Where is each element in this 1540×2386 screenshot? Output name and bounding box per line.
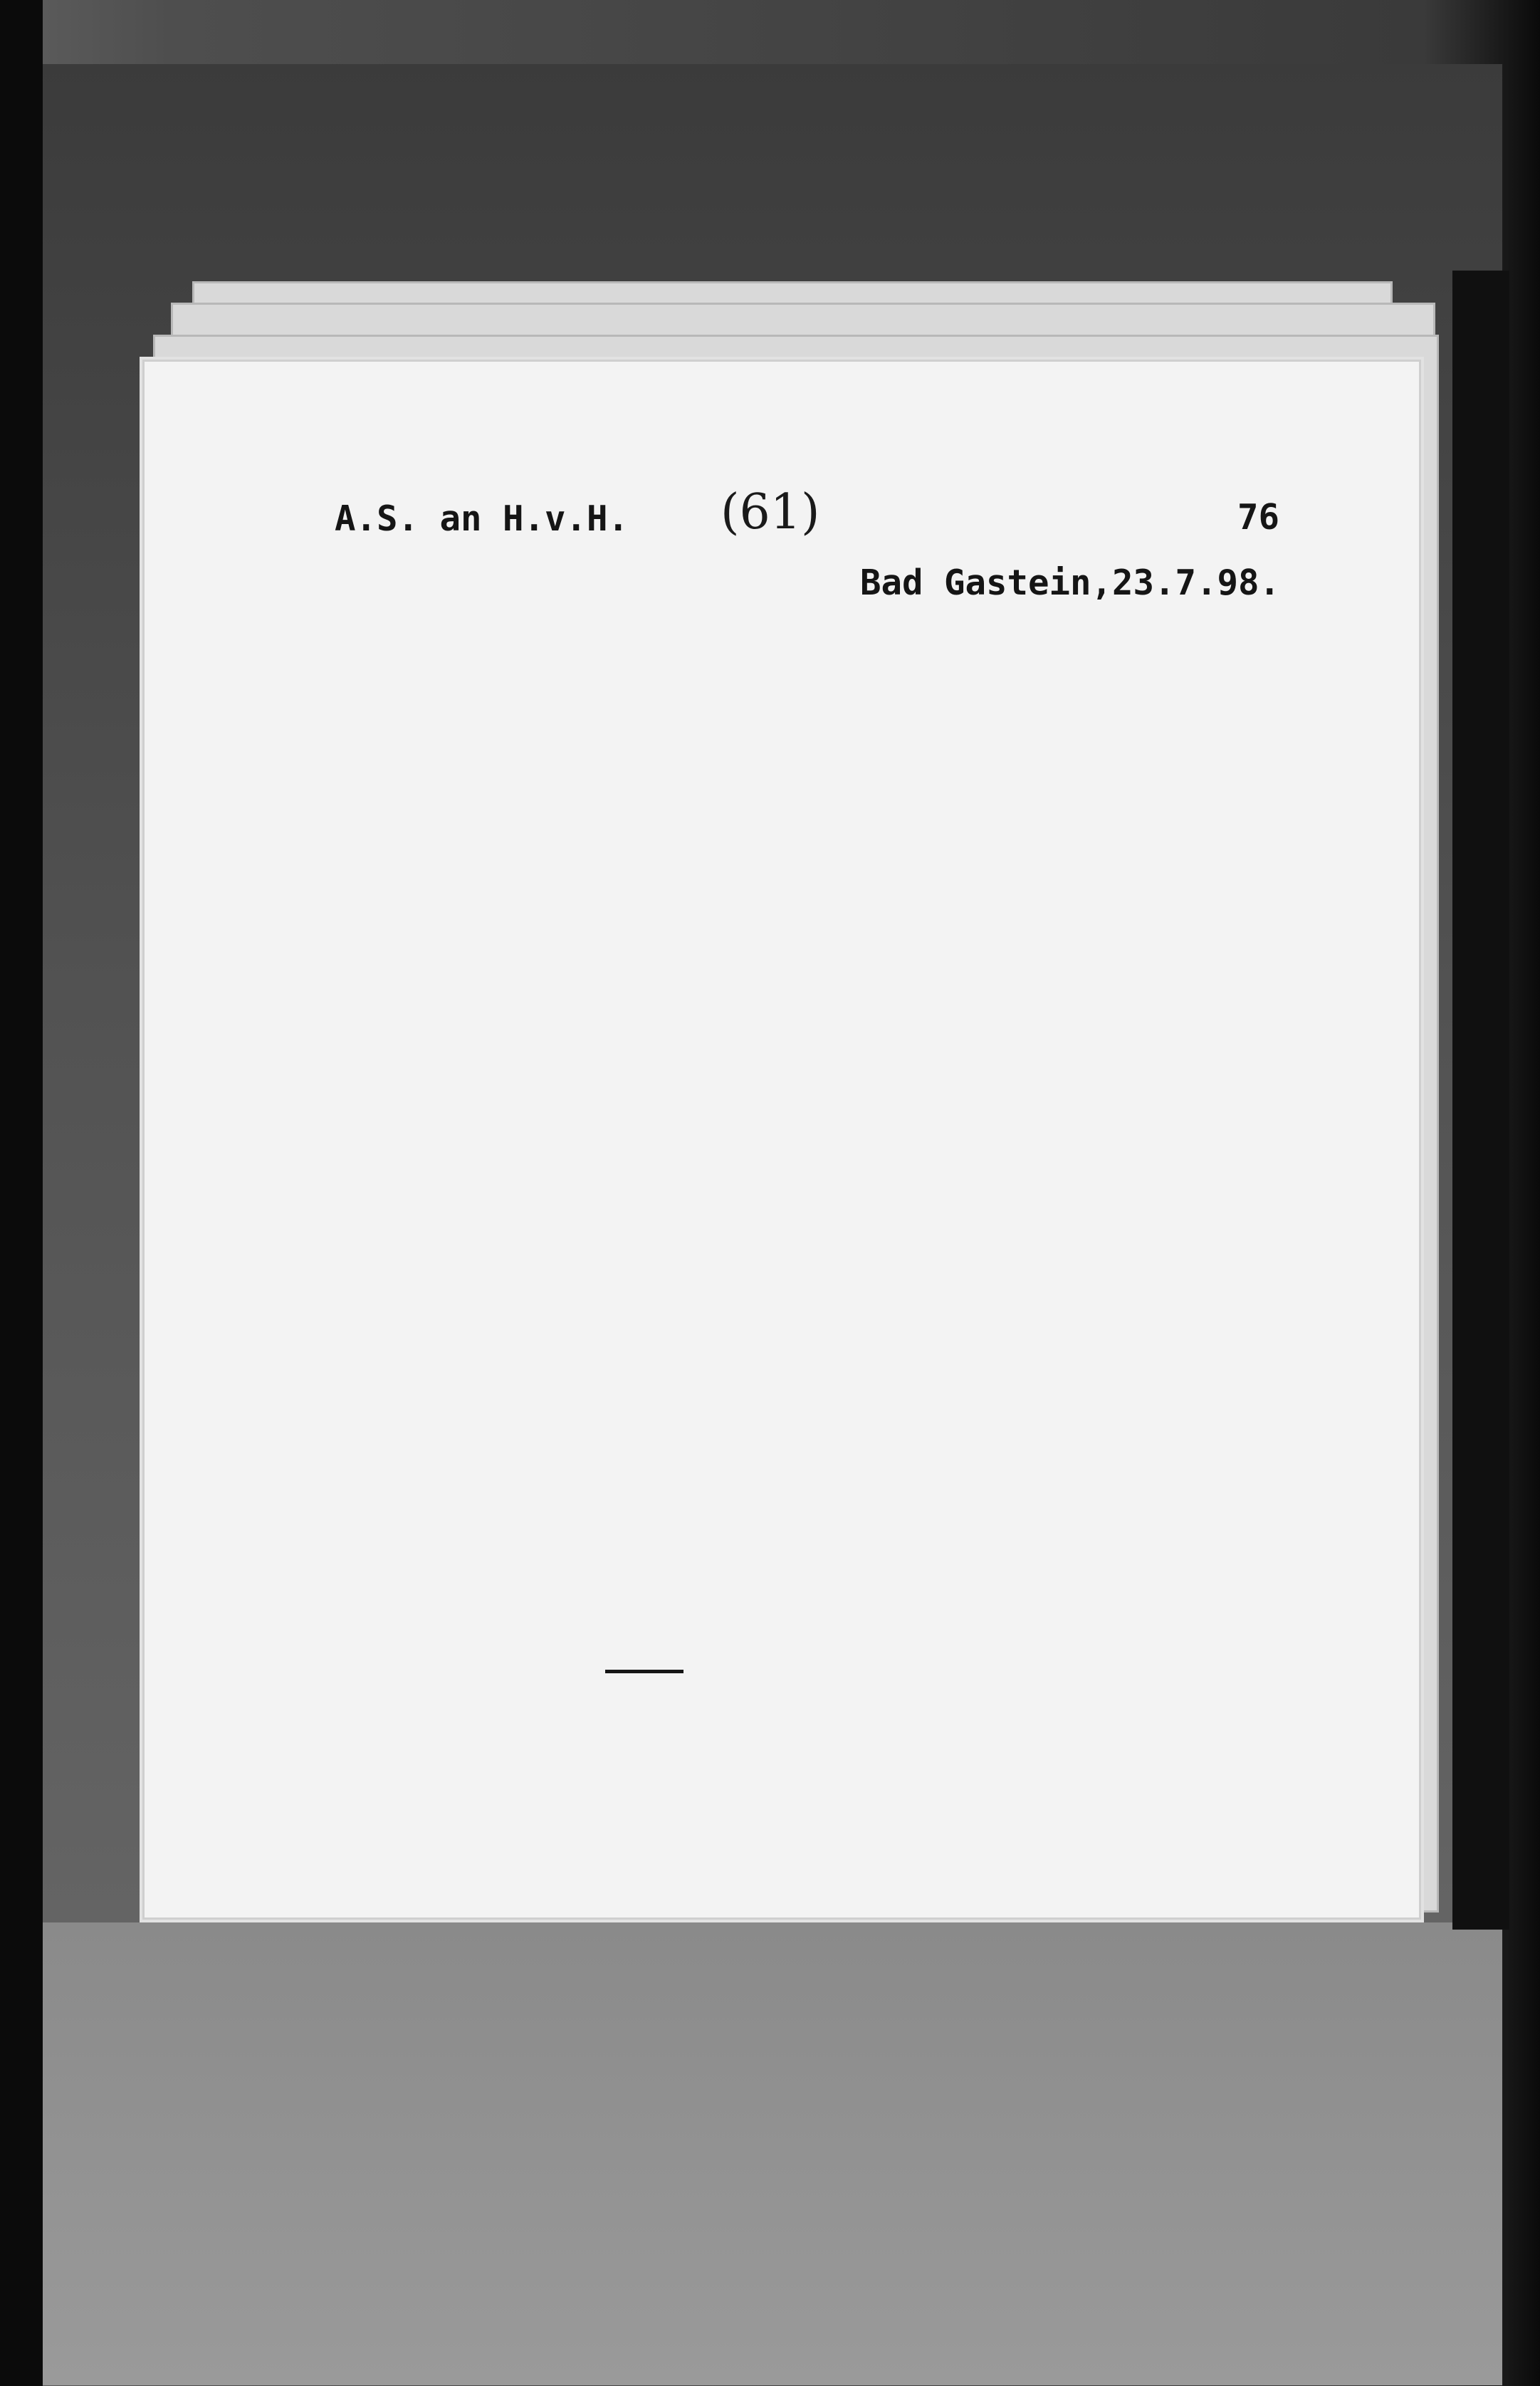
archive-folder-lower <box>43 1922 1502 2385</box>
handwritten-note: (61) <box>721 484 820 540</box>
page-number: 76 <box>1237 497 1280 538</box>
letter-header: A.S. an H.v.H. <box>335 498 629 539</box>
page-shadow <box>1452 271 1509 1930</box>
handwritten-underline <box>605 1670 683 1673</box>
place-date: Bad Gastein,23.7.98. <box>860 563 1281 603</box>
